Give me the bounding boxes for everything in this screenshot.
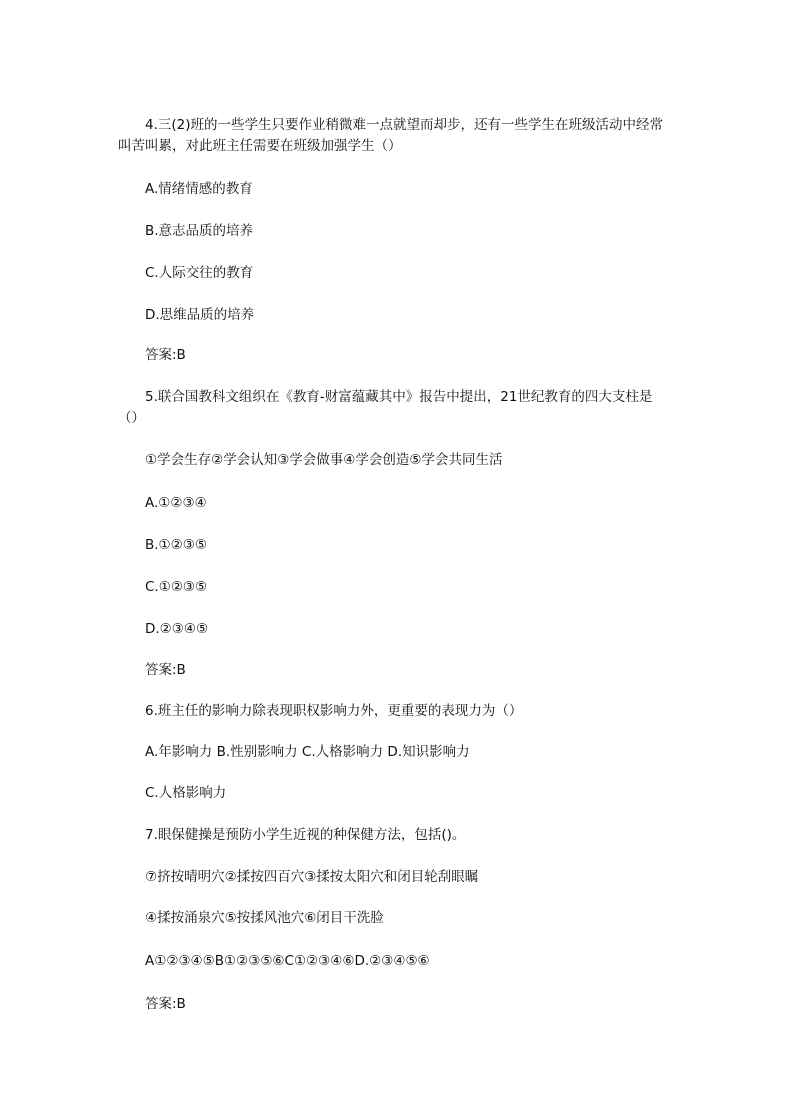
- question-5-option-a: A.①②③④: [145, 495, 207, 511]
- question-7-stem: 7.眼保健操是预防小学生近视的种保健方法，包括()。: [145, 827, 466, 843]
- question-4-option-a: A.情绪情感的教育: [145, 181, 253, 197]
- question-5-stem: 5.联合国教科文组织在《教育-财富蕴藏其中》报告中提出，21世纪教育的四大支柱是（）: [118, 389, 653, 426]
- question-4-option-d: D.思维品质的培养: [145, 307, 255, 323]
- question-4-answer: 答案:B: [145, 347, 186, 363]
- question-5-answer: 答案:B: [145, 662, 186, 678]
- question-6-stem: 6.班主任的影响力除表现职权影响力外，更重要的表现力为（）: [145, 703, 523, 719]
- question-5-option-c: C.①②③⑤: [145, 579, 208, 595]
- question-5-items: ①学会生存②学会认知③学会做事④学会创造⑤学会共同生活: [145, 452, 503, 468]
- question-6-answer: C.人格影响力: [145, 785, 227, 801]
- question-7-items-1: ⑦挤按晴明穴②揉按四百穴③揉按太阳穴和闭目轮刮眼瞩: [145, 869, 479, 885]
- question-4-option-b: B.意志品质的培养: [145, 223, 254, 239]
- question-5-option-d: D.②③④⑤: [145, 621, 209, 637]
- question-5-option-b: B.①②③⑤: [145, 537, 207, 553]
- question-4-option-c: C.人际交往的教育: [145, 265, 254, 281]
- question-7-items-2: ④揉按涌泉穴⑤按揉风池穴⑥闭目干洗脸: [145, 910, 384, 926]
- question-7-options: A①②③④⑤B①②③⑤⑥C①②③④⑥D.②③④⑤⑥: [145, 953, 430, 969]
- question-4-stem: 4.三(2)班的一些学生只要作业稍微难一点就望而却步，还有一些学生在班级活动中经常叫苦叫累，对此班主任需要在班级加强学生（）: [118, 117, 664, 154]
- question-7-answer: 答案:B: [145, 996, 186, 1012]
- question-6-options: A.年影响力 B.性别影响力 C.人格影响力 D.知识影响力: [145, 744, 470, 760]
